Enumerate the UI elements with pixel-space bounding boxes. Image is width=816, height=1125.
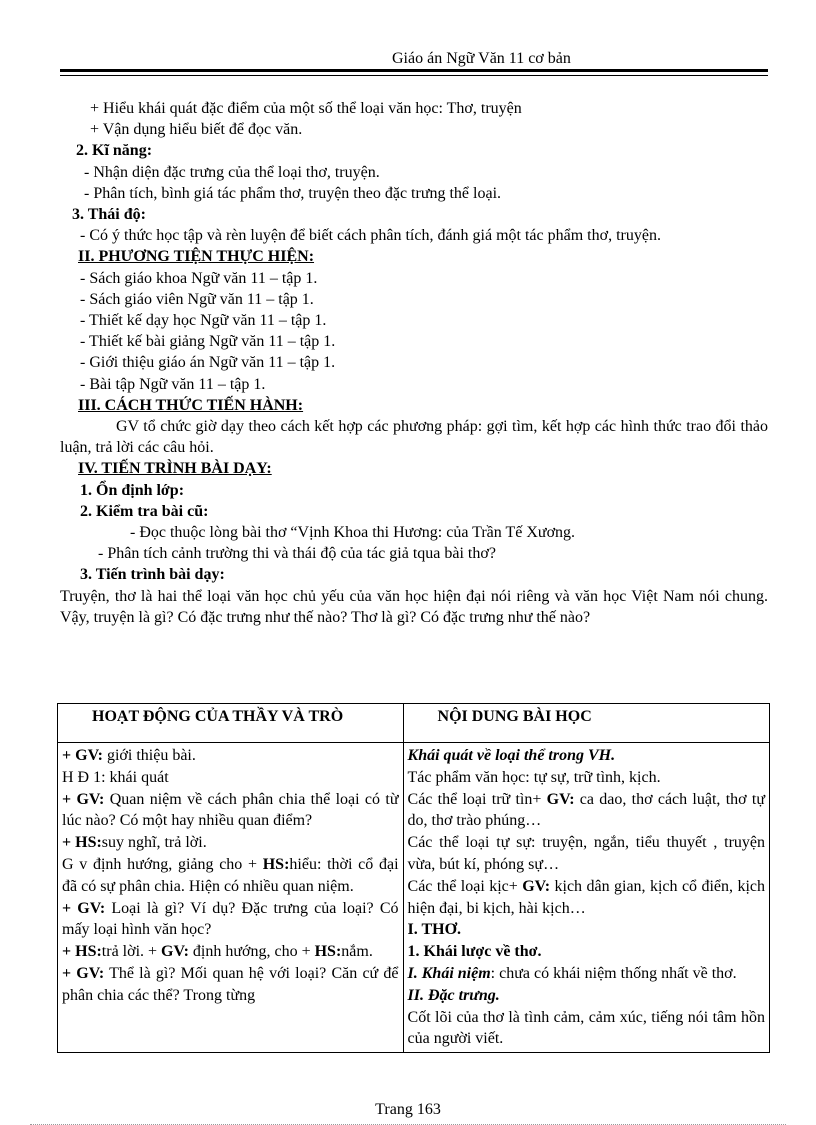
step-1-heading: 1. Ổn định lớp: — [80, 481, 185, 499]
content-line: Cốt lõi của thơ là tình cảm, cảm xúc, tiếng nói tâm hồn của người viết. — [407, 1008, 765, 1048]
activity-line: + GV: Loại là gì? Ví dụ? Đặc trưng của loại? Có mấy loại hình văn học? — [62, 899, 399, 939]
document-body — [60, 98, 768, 628]
resource-item: - Sách giáo viên Ngữ văn 11 – tập 1. — [80, 290, 314, 308]
activity-line: + GV: Quan niệm về cách phân chia thể loại có từ lúc nào? Có một hay nhiều quan điểm? — [62, 790, 399, 830]
table-header-content: NỘI DUNG BÀI HỌC — [403, 704, 769, 743]
skill-item-2: - Phân tích, bình giá tác phẩm thơ, truyện theo đặc trưng thể loại. — [84, 184, 502, 202]
resource-item: - Thiết kế dạy học Ngữ văn 11 – tập 1. — [80, 312, 327, 330]
section-3-text: GV tổ chức giờ dạy theo cách kết hợp các phương pháp: gợi tìm, kết hợp các hình thức trao đổi thảo luận, trả lời các câu hỏi. — [60, 418, 768, 457]
section-3-heading: III. CÁCH THỨC TIẾN HÀNH: — [78, 396, 304, 414]
step-2-heading: 2. Kiểm tra bài cũ: — [80, 502, 209, 520]
teacher-student-activities-cell — [58, 743, 404, 1053]
page-header-title: Giáo án Ngữ Văn 11 cơ bản — [392, 50, 571, 67]
content-line: Tác phẩm văn học: tự sự, trữ tình, kịch. — [407, 768, 661, 786]
content-heading: II. Đặc trưng. — [407, 986, 500, 1004]
lesson-intro-text: Truyện, thơ là hai thể loại văn học chủ yếu của văn học hiện đại nói riêng và văn học Việt Nam nói chung. Vậy, truyện là gì? Có đặc trưng như thế nào? Thơ là gì? Có đặc trưng như thế nào? — [60, 587, 768, 626]
header-rule-thick — [60, 69, 768, 72]
section-2-heading: II. PHƯƠNG TIỆN THỰC HIỆN: — [78, 248, 315, 266]
content-heading: 1. Khái lược về thơ. — [407, 943, 542, 961]
knowledge-item-2: + Vận dụng hiểu biết để đọc văn. — [90, 121, 303, 139]
activity-line: + GV: giới thiệu bài. — [62, 747, 196, 764]
activity-line: + HS:trả lời. + GV: định hướng, cho + HS:nắm. — [62, 943, 373, 961]
check-item-1: - Đọc thuộc lòng bài thơ “Vịnh Khoa thi Hương: của Trần Tế Xương. — [130, 524, 576, 542]
content-line: Các thể loại trữ tìn+ GV: ca dao, thơ cách luật, thơ tự do, thơ trào phúng… — [407, 790, 765, 830]
check-item-2: - Phân tích cảnh trường thi và thái độ của tác giả tqua bài thơ? — [98, 545, 496, 563]
knowledge-item-1: + Hiểu khái quát đặc điểm của một số thể loại văn học: Thơ, truyện — [90, 100, 522, 117]
skills-heading: 2. Kĩ năng: — [76, 142, 153, 160]
content-line: I. Khái niệm: chưa có khái niệm thống nhất về thơ. — [407, 964, 737, 982]
attitude-heading: 3. Thái độ: — [72, 206, 146, 224]
content-heading: Khái quát về loại thể trong VH. — [407, 747, 616, 764]
skill-item-1: - Nhận diện đặc trưng của thể loại thơ, truyện. — [84, 163, 380, 181]
content-line: Các thể loại kịc+ GV: kịch dân gian, kịch cổ điển, kịch hiện đại, bi kịch, hài kịch… — [407, 877, 766, 917]
section-4-heading: IV. TIẾN TRÌNH BÀI DẠY: — [78, 460, 272, 478]
activity-line: G v định hướng, giảng cho + HS:hiểu: thời cổ đại đã có sự phân chia. Hiện có nhiều quan niệm. — [62, 855, 399, 895]
table-row — [58, 743, 770, 1053]
header-rule-thin — [60, 75, 768, 76]
activity-line: + GV: Thể là gì? Mối quan hệ với loại? Căn cứ để phân chia các thể? Trong từng — [62, 964, 399, 1004]
table-header-row — [58, 704, 770, 743]
activity-line: H Đ 1: khái quát — [62, 768, 169, 786]
activity-line: + HS:suy nghĩ, trả lời. — [62, 834, 207, 852]
attitude-text: - Có ý thức học tập và rèn luyện để biết cách phân tích, đánh giá một tác phẩm thơ, truyện. — [80, 227, 661, 245]
page-number: Trang 163 — [375, 1101, 441, 1118]
content-heading: I. THƠ. — [407, 921, 462, 939]
resource-item: - Thiết kế bài giảng Ngữ văn 11 – tập 1. — [80, 333, 336, 351]
resource-item: - Giới thiệu giáo án Ngữ văn 11 – tập 1. — [80, 354, 336, 372]
content-line: Các thể loại tự sự: truyện, ngắn, tiểu thuyết , truyện vừa, bút kí, phóng sự… — [407, 834, 765, 873]
resource-item: - Sách giáo khoa Ngữ văn 11 – tập 1. — [80, 269, 318, 287]
resource-item: - Bài tập Ngữ văn 11 – tập 1. — [80, 375, 266, 393]
lesson-table — [57, 703, 770, 1053]
table-header-activities: HOẠT ĐỘNG CỦA THẦY VÀ TRÒ — [58, 704, 404, 743]
step-3-heading: 3. Tiến trình bài dạy: — [80, 566, 225, 584]
lesson-content-cell — [403, 743, 769, 1053]
